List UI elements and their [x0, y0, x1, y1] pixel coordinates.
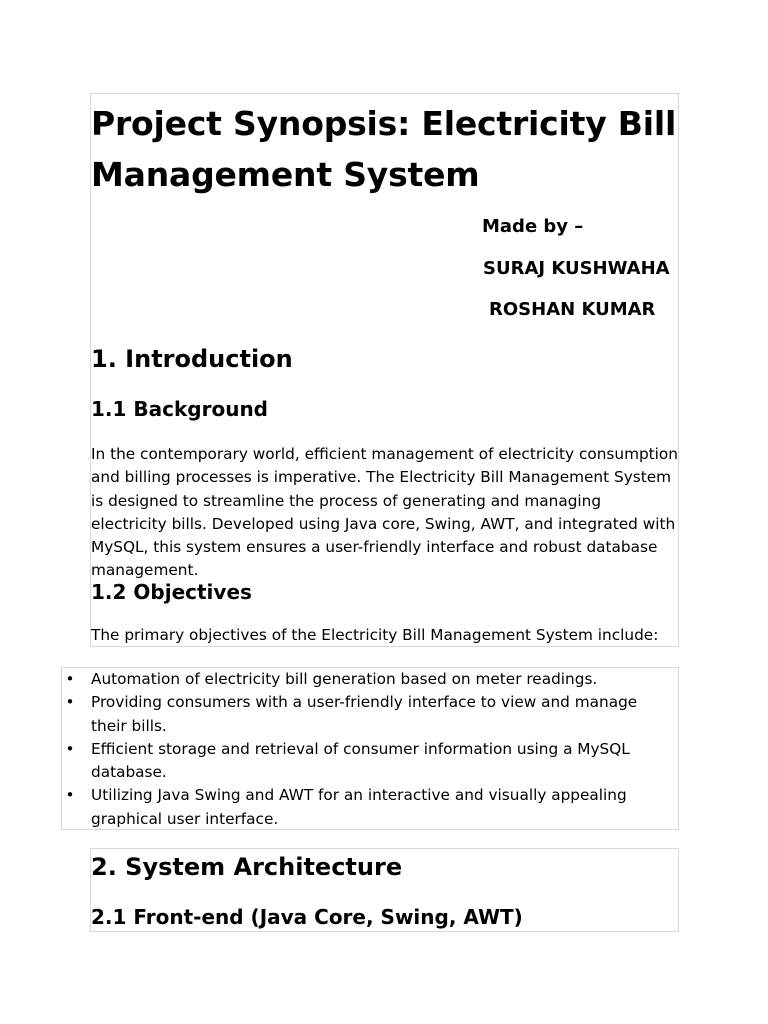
made-by-label: Made by –	[482, 216, 584, 237]
author-name: ROSHAN KUMAR	[489, 299, 656, 320]
list-item	[65, 784, 677, 831]
list-item-text: Providing consumers with a user-friendly interface to view and manage their bills.	[91, 693, 638, 735]
section-heading-introduction: 1. Introduction	[91, 345, 293, 373]
list-item-text: Utilizing Java Swing and AWT for an interactive and visually appealing graphical user interface.	[91, 786, 627, 828]
bullet-icon: •	[65, 693, 75, 712]
bullet-icon: •	[65, 670, 75, 688]
bullet-icon: •	[65, 786, 75, 805]
background-paragraph: In the contemporary world, efficient management of electricity consumption and billing processes is imperative. The Electricity Bill Management System is designed to streamline the process of generating and managing electricity bills. Developed using Java core, Swing, AWT, and integrated with MySQL, this system ensures a user-friendly interface and robust database management.	[91, 445, 678, 580]
list-item-text: Efficient storage and retrieval of consumer information using a MySQL database.	[91, 739, 630, 782]
subsection-heading-background: 1.1 Background	[91, 397, 269, 421]
objectives-intro-paragraph: The primary objectives of the Electricity Bill Management System include:	[91, 626, 659, 644]
author-name: SURAJ KUSHWAHA	[483, 258, 670, 279]
section-heading-system-architecture: 2. System Architecture	[91, 853, 403, 881]
subsection-heading-objectives: 1.2 Objectives	[91, 580, 252, 604]
subsection-heading-front-end: 2.1 Front-end (Java Core, Swing, AWT)	[91, 905, 523, 929]
bullet-icon: •	[65, 739, 75, 758]
objectives-list	[65, 668, 677, 831]
list-item	[65, 691, 677, 738]
list-item-text: Automation of electricity bill generation based on meter readings.	[91, 670, 598, 688]
list-item	[65, 738, 677, 785]
list-item	[65, 668, 677, 691]
document-title: Project Synopsis: Electricity Bill Management System	[91, 104, 677, 194]
